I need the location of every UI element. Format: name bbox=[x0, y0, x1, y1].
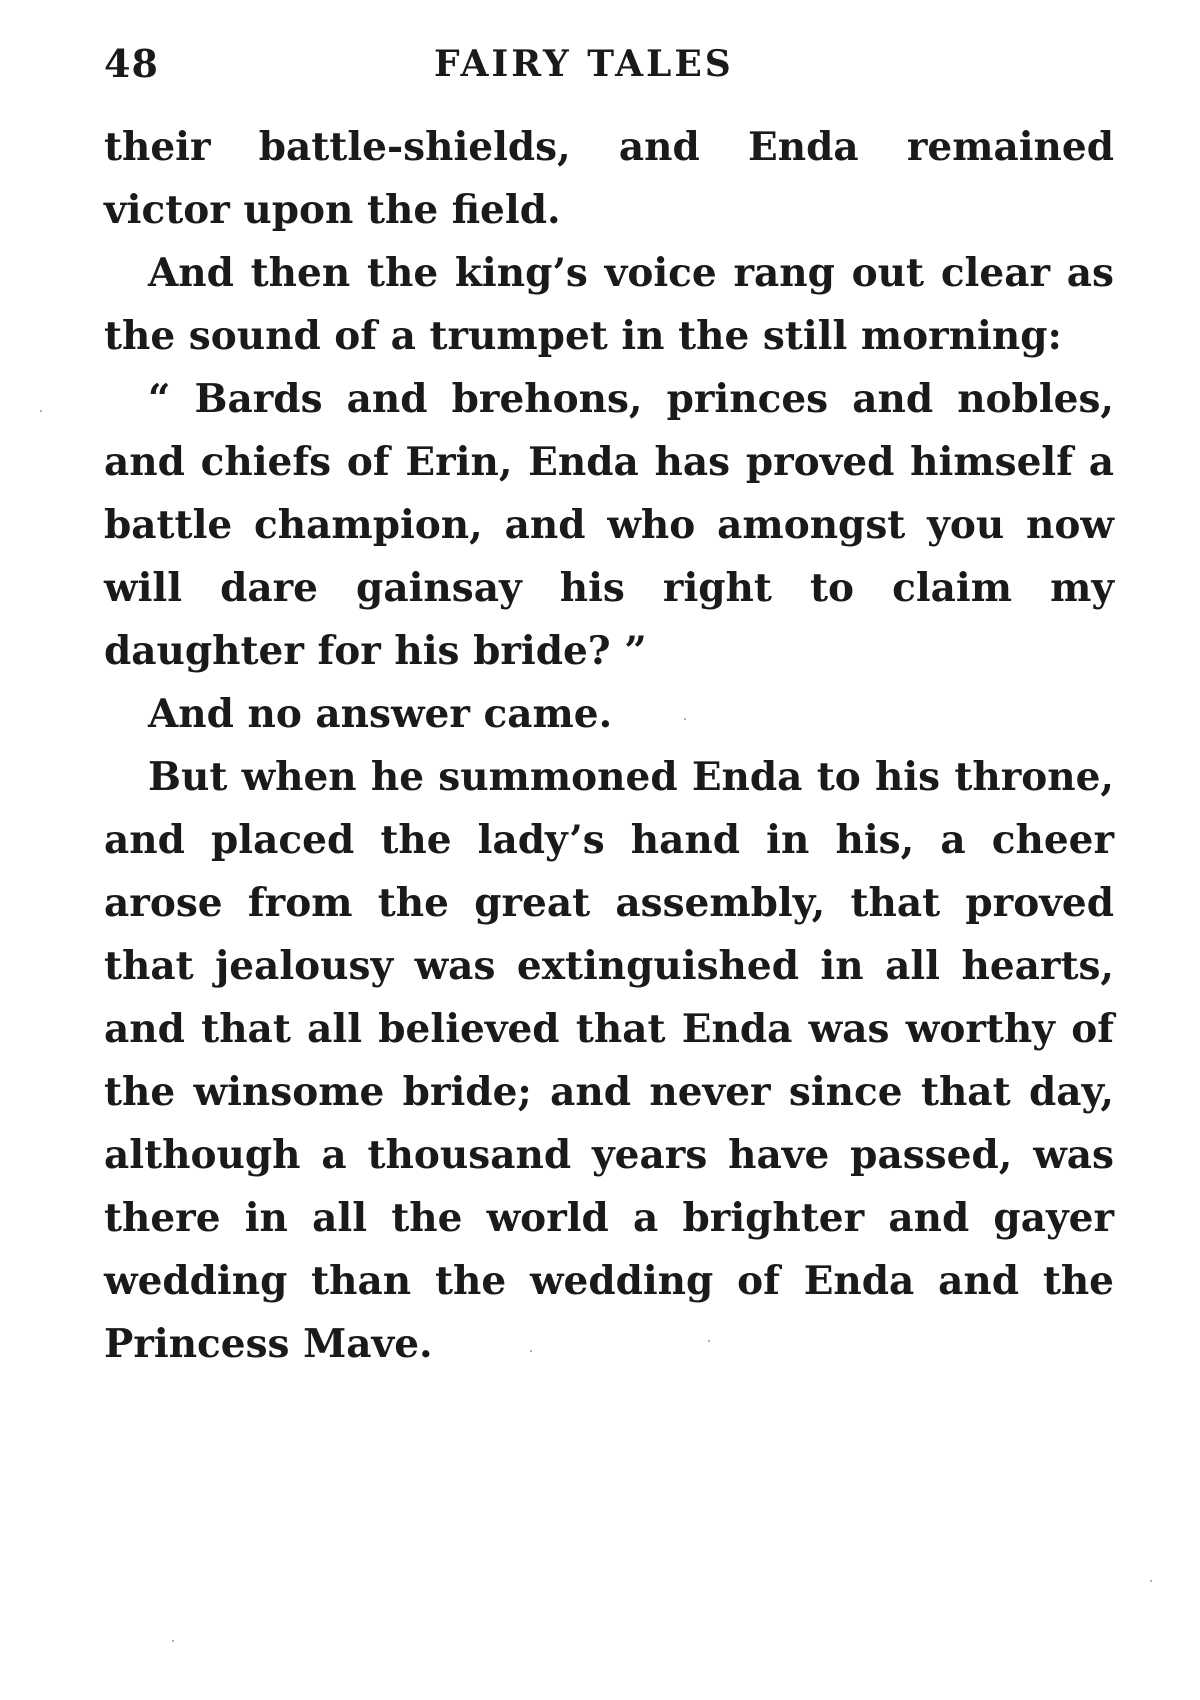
scan-speck bbox=[530, 1350, 532, 1352]
paragraph-4: And no answer came. bbox=[148, 691, 613, 737]
scan-speck bbox=[684, 718, 686, 720]
paragraph-1: their battle-shields, and Enda remained victor upon the field. bbox=[104, 124, 1114, 233]
page-number: 48 bbox=[104, 41, 159, 86]
scan-speck bbox=[1150, 1580, 1152, 1582]
body-text bbox=[104, 116, 1114, 1376]
scan-speck bbox=[172, 1640, 174, 1642]
paragraph-2: And then the king’s voice rang out clear as the sound of a trumpet in the still morning: bbox=[104, 250, 1114, 359]
paragraph-3: “ Bards and brehons, princes and nobles, and chiefs of Erin, Enda has proved himself a battle champion, and who amongst you now will dare gainsay his right to claim my daughter for his bride? ” bbox=[104, 376, 1114, 674]
scan-speck bbox=[708, 1340, 710, 1342]
scan-speck bbox=[40, 410, 42, 412]
running-head bbox=[104, 34, 1104, 94]
paragraph-5: But when he summoned Enda to his throne, and placed the lady’s hand in his, a cheer arose from the great assembly, that proved that jealousy was extinguished in all hearts, and that all believed that Enda was worthy of the winsome bride; and never since that day, although a thousand years have passed, was there in all the world a brighter and gayer wedding than the wedding of Enda and the Princess Mave. bbox=[104, 754, 1114, 1367]
running-title: FAIRY TALES bbox=[434, 43, 734, 85]
